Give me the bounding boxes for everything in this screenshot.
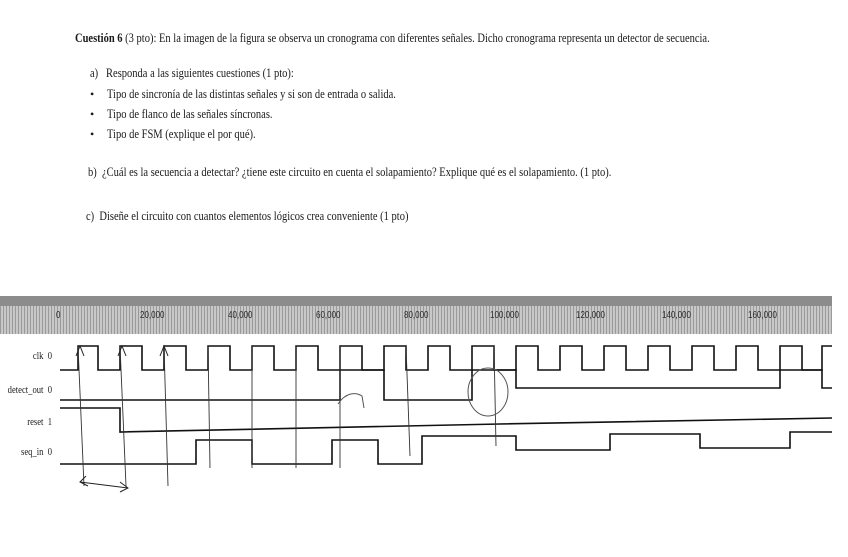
part-a-bullet-3: Tipo de FSM (explique el por qué). [107,127,256,141]
ruler-tick: 80,000 [404,310,429,321]
handwritten-edge-arrows [76,346,168,356]
signal-label-clk: clk 0 [32,350,52,362]
question-number: Cuestión 6 [75,31,123,45]
ruler-tick: 120,000 [576,310,605,321]
part-c [86,208,408,224]
ruler-tick: 20,000 [140,310,165,321]
handwritten-sample-lines [78,346,496,486]
part-b-text: ¿Cuál es la secuencia a detectar? ¿tiene este circuito en cuenta el solapamiento? Explique qué es el solapamiento. (1 pto). [102,165,612,179]
seq-in-waveform [60,432,832,464]
part-c-label: c) [86,209,95,223]
waveforms [0,296,848,506]
signal-label-seq-in: seq_in 0 [21,446,52,458]
part-a [90,65,294,81]
ruler-tick: 140,000 [662,310,691,321]
ruler-tick: 60,000 [316,310,341,321]
signal-label-reset: reset 1 [27,416,52,428]
part-c-text: Diseñe el circuito con cuantos elementos lógicos crea conveniente (1 pto) [99,209,409,223]
handwritten-scribble [338,394,364,408]
detect-out-waveform [60,370,832,400]
part-b [88,164,611,180]
question-intro: (3 pto): En la imagen de la figura se observa un cronograma con diferentes señales. Dicho cronograma representa un detector de secuencia. [122,31,710,45]
ruler-tick: 100,000 [490,310,519,321]
bullet-dot: • [90,127,95,141]
part-a-text: Responda a las siguientes cuestiones (1 pto): [106,66,294,80]
question-header [75,30,710,46]
ruler-tick: 0 [56,310,61,321]
ruler-tick: 160,000 [748,310,777,321]
reset-waveform [60,408,832,432]
part-b-label: b) [88,165,97,179]
clk-waveform [60,346,832,370]
part-a-label: a) [90,66,99,80]
bullet-dot: • [90,87,95,101]
handwritten-circle [468,368,508,416]
timing-diagram [0,296,848,506]
ruler-tick: 40,000 [228,310,253,321]
signal-label-detect-out: detect_out 0 [7,384,52,396]
part-a-bullet-1: Tipo de sincronía de las distintas señales y si son de entrada o salida. [107,87,396,101]
bullet-dot: • [90,107,95,121]
part-a-bullet-2: Tipo de flanco de las señales síncronas. [107,107,273,121]
handwritten-double-arrow [80,476,128,492]
